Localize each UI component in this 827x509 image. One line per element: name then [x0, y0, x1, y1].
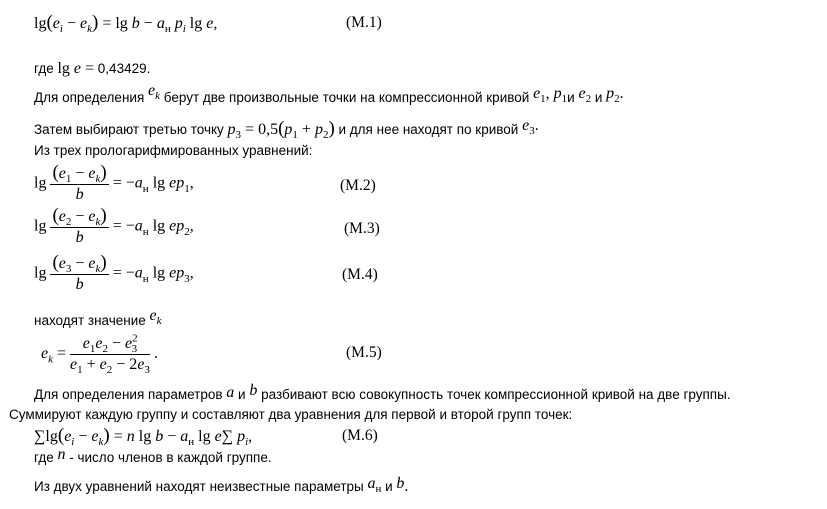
- equation-m3: lg $\frac{(e_2 - e_k)}{b}$ = $-a_н$ $\lg ep_2$,: [34, 205, 194, 246]
- params-rest-text: разбивают всю совокупность точек компрессионной кривой на две группы.: [261, 387, 731, 402]
- eq-number-m5: (M.5): [346, 344, 382, 361]
- and-3: и: [238, 387, 246, 402]
- determination-text: берут две произвольные точки на компрессионной кривой: [163, 90, 530, 105]
- and-for-it-label: и для нее находят по кривой: [338, 122, 519, 137]
- third-point-label: Затем выбирают третью точку: [34, 122, 224, 137]
- three-equations-label: Из трех прологарифмированных уравнений:: [34, 143, 313, 158]
- eq-number-m1: (M.1): [346, 14, 382, 31]
- third-point-line: Затем выбирают третью точку $p_3 = 0,5(p_1 + p_2)$ и для нее находят по кривой $e_3$.: [34, 117, 539, 142]
- equation-m5: $e_k$ = $\frac{e_1e_2 - e^2_3}{e_1 + e_2 - 2e_3}$ .: [41, 332, 158, 377]
- find-value-line: находят значение $e_k$: [34, 307, 162, 328]
- lge-line: где lg e = 0,43429.: [34, 60, 151, 77]
- where-label: где: [34, 450, 54, 465]
- and-1: и: [567, 90, 575, 105]
- and-2: и: [594, 90, 603, 105]
- determination-label: Для определения: [34, 90, 145, 105]
- eq-number-m4: (M.4): [342, 266, 378, 283]
- equation-m6: $\sum\lg(e_i - e_k) = n$ $\lg b - a_н$ lg e∑ $p_i$,: [34, 425, 253, 449]
- members-text: - число членов в каждой группе.: [69, 450, 272, 465]
- equation-m1: $\lg(e_i - e_k) = \lg b - a_н$ $p_i$ lg e,: [34, 12, 218, 36]
- conclusion-line: Из двух уравнений находят неизвестные параметры $a_н$ и b.: [34, 475, 409, 496]
- equation-m4: lg $\frac{(e_3 - e_k)}{b}$ = $-a_н$ $\lg ep_3$,: [34, 252, 194, 293]
- sum-groups-label: Суммируют каждую группу и составляют два уравнения для первой и второй групп точек:: [9, 407, 573, 422]
- lge-value: 0,43429.: [97, 61, 151, 76]
- eq-number-m2: (M.2): [340, 177, 376, 194]
- where-lge-label: где: [34, 61, 54, 76]
- and-4: и: [385, 479, 393, 494]
- eq-number-m3: (M.3): [344, 220, 380, 237]
- members-line: где n - число членов в каждой группе.: [34, 446, 272, 465]
- equation-m2: lg $\frac{(e_1 - e_k)}{b}$ = $-a_н$ $\lg ep_1$,: [34, 162, 194, 203]
- conclusion-label: Из двух уравнений находят неизвестные параметры: [34, 479, 364, 494]
- eq-number-m6: (M.6): [342, 427, 378, 444]
- find-value-label: находят значение: [34, 313, 146, 328]
- params-line: Для определения параметров a и b разбивают всю совокупность точек компрессионной кривой на две группы.: [34, 382, 731, 402]
- determination-line: Для определения $e_k$ берут две произвольные точки на компрессионной кривой $e_1$, $p_1и$ $e_2$ и $p_2$.: [34, 82, 624, 106]
- params-intro-label: Для определения параметров: [34, 387, 223, 402]
